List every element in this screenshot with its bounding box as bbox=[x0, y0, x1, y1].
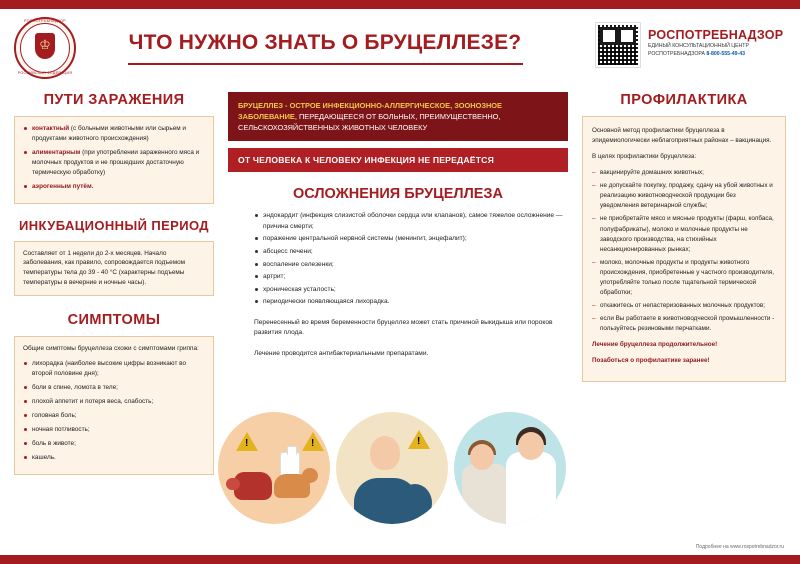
middle-column bbox=[228, 92, 568, 359]
doctor-body-icon bbox=[506, 452, 556, 524]
hotline-phone[interactable]: 8-800-555-49-43 bbox=[706, 50, 746, 57]
emblem-eagle-icon: ♔ bbox=[39, 37, 51, 52]
bottom-accent-bar bbox=[0, 555, 800, 564]
page-title: ЧТО НУЖНО ЗНАТЬ О БРУЦЕЛЛЕЗЕ? bbox=[128, 31, 522, 54]
list-item: воспаление селезенки; bbox=[254, 260, 568, 271]
list-item: боли в спине, ломота в теле; bbox=[23, 383, 205, 393]
symptoms-section-title: СИМПТОМЫ bbox=[67, 312, 161, 329]
doctor-patient-circle bbox=[454, 412, 566, 524]
emblem-bottom-text: РОССИЙСКАЯ ФЕДЕРАЦИЯ bbox=[17, 71, 73, 75]
list-item: – не приобретайте мясо и мясные продукты (фарш, колбаса, полуфабрикаты), молоко и молочные продукты не заводского производства, на стихийных несанкционированных рынках; bbox=[592, 214, 776, 254]
complications-section-title: ОСЛОЖНЕНИЯ БРУЦЕЛЛЕЗА bbox=[292, 186, 503, 203]
route-lead: алиментарным bbox=[32, 148, 81, 156]
symptoms-intro: Общие симптомы бруцеллеза схожи с симптомами гриппа: bbox=[23, 345, 199, 353]
footer-note[interactable]: Подробнее на www.rospotrebnadzor.ru bbox=[695, 544, 784, 550]
routes-box bbox=[14, 116, 214, 204]
list-item: периодически появляющаяся лихорадка. bbox=[254, 297, 568, 308]
brand-sub-line2: РОСПОТРЕБНАДЗОРА bbox=[648, 50, 705, 57]
route-lead: контактный bbox=[32, 125, 70, 132]
definition-highlight: БРУЦЕЛЛЕЗ - ОСТРОЕ ИНФЕКЦИОННО-АЛЛЕРГИЧЕСКОЕ, ЗООНОЗНОЕ ЗАБОЛЕВАНИЕ bbox=[238, 101, 502, 122]
route-text: (при употреблении зараженного мяса и молочных продуктов и не прошедших достаточную термическую обработку) bbox=[32, 148, 200, 176]
pregnant-woman-circle bbox=[336, 412, 448, 524]
list-item bbox=[23, 124, 205, 144]
list-item: кашель. bbox=[23, 453, 205, 463]
emblem-top-text: РОСПОТРЕБНАДЗОР bbox=[24, 19, 66, 23]
woman-head-icon bbox=[370, 436, 400, 470]
treatment-note: Лечение проводится антибактериальными препаратами. bbox=[254, 349, 429, 357]
definition-banner bbox=[228, 92, 568, 141]
complications-list bbox=[254, 211, 568, 307]
incubation-section-title: ИНКУБАЦИОННЫЙ ПЕРИОД bbox=[19, 217, 209, 233]
complications-body bbox=[228, 211, 568, 307]
list-item: хроническая усталость; bbox=[254, 285, 568, 296]
warning-triangle-icon bbox=[408, 430, 430, 449]
list-item bbox=[23, 182, 205, 192]
closing-line-1: Лечение бруцеллеза продолжительное! bbox=[592, 341, 718, 349]
dog-icon bbox=[274, 474, 310, 498]
list-item: – вакцинируйте домашних животных; bbox=[592, 168, 776, 178]
list-item: лихорадка (наиболее высокие цифры возникают во второй половине дня); bbox=[23, 359, 205, 379]
routes-list bbox=[23, 124, 205, 192]
no-human-transmission-banner: ОТ ЧЕЛОВЕКА К ЧЕЛОВЕКУ ИНФЕКЦИЯ НЕ ПЕРЕДАЁТСЯ bbox=[228, 148, 568, 172]
list-item bbox=[23, 148, 205, 178]
incubation-text: Составляет от 1 недели до 2-х месяцев. Начало заболевания, как правило, сопровождается подъемом температуры тела до 39 - 40 °C (характерны подъемы температуры в вечерние и ночные часы). bbox=[23, 249, 186, 287]
list-item: – не допускайте покупку, продажу, сдачу на убой животных и реализацию животноводческой продукции без уведомления ветеринарной службы; bbox=[592, 181, 776, 211]
list-item: абсцесс печени; bbox=[254, 247, 568, 258]
list-item: артрит; bbox=[254, 272, 568, 283]
warning-triangle-icon bbox=[236, 432, 258, 451]
incubation-box bbox=[14, 241, 214, 297]
cow-icon bbox=[234, 472, 272, 500]
list-item: – если Вы работаете в животноводческой промышленности - пользуйтесь резиновыми перчатками. bbox=[592, 314, 776, 334]
list-item: эндокардит (инфекция слизистой оболочки сердца или клапанов), самое тяжелое осложнение — причина смерти; bbox=[254, 211, 568, 232]
brand-sub-line1: ЕДИНЫЙ КОНСУЛЬТАЦИОННЫЙ ЦЕНТР bbox=[648, 43, 749, 49]
route-text: (с больными животными или сырьем и продуктами животного происхождения) bbox=[32, 125, 186, 142]
list-item: ночная потливость; bbox=[23, 425, 205, 435]
list-item: головная боль; bbox=[23, 411, 205, 421]
pregnant-belly-icon bbox=[398, 484, 432, 522]
definition-rest: , ПЕРЕДАЮЩЕЕСЯ ОТ БОЛЬНЫХ, ПРЕИМУЩЕСТВЕННО, СЕЛЬСКОХОЗЯЙСТВЕННЫХ ЖИВОТНЫХ ЧЕЛОВЕКУ bbox=[238, 112, 501, 133]
patient-body-icon bbox=[462, 464, 508, 524]
pregnancy-note: Перенесенный во время беременности бруцеллез может стать причиной выкидыша или пороков развития плода. bbox=[254, 318, 553, 337]
symptoms-list bbox=[23, 359, 205, 462]
route-lead: аэрогенным путём. bbox=[32, 182, 94, 190]
list-item: плохой аппетит и потеря веса, слабость; bbox=[23, 397, 205, 407]
prevention-intro: Основной метод профилактики бруцеллеза в эпидемиологически неблагоприятных районах – вакцинация. bbox=[592, 127, 772, 145]
list-item: боль в животе; bbox=[23, 439, 205, 449]
routes-section-title: ПУТИ ЗАРАЖЕНИЯ bbox=[43, 92, 185, 108]
prevention-measures-intro: В целях профилактики бруцеллеза: bbox=[592, 153, 697, 161]
rospotrebnadzor-emblem-icon bbox=[14, 17, 76, 79]
doctor-head-icon bbox=[518, 432, 544, 460]
list-item: – молоко, молочные продукты и продукты животного происхождения, приобретенные у частного производителя, употребляйте только после тщательной термической обработки; bbox=[592, 258, 776, 298]
prevention-section-title: ПРОФИЛАКТИКА bbox=[620, 92, 748, 108]
top-accent-bar bbox=[0, 0, 800, 9]
qr-code-icon[interactable] bbox=[596, 23, 640, 67]
left-column bbox=[14, 92, 214, 475]
poster-header bbox=[0, 9, 800, 87]
brand-subtitle bbox=[648, 43, 788, 59]
symptoms-box bbox=[14, 336, 214, 474]
patient-head-icon bbox=[470, 444, 494, 470]
prevention-list bbox=[592, 168, 776, 334]
warning-triangle-icon bbox=[302, 432, 324, 451]
animals-contact-circle bbox=[218, 412, 330, 524]
prevention-box bbox=[582, 116, 786, 382]
list-item: поражение центральной нервной системы (менингит, энцефалит); bbox=[254, 234, 568, 245]
list-item: – откажитесь от непастеризованных молочных продуктов; bbox=[592, 301, 776, 311]
right-column bbox=[582, 92, 786, 382]
title-underline bbox=[128, 63, 523, 65]
brand-name: РОСПОТРЕБНАДЗОР bbox=[648, 28, 784, 42]
illustration-row bbox=[218, 412, 566, 536]
closing-line-2: Позаботься о профилактике заранее! bbox=[592, 357, 710, 365]
